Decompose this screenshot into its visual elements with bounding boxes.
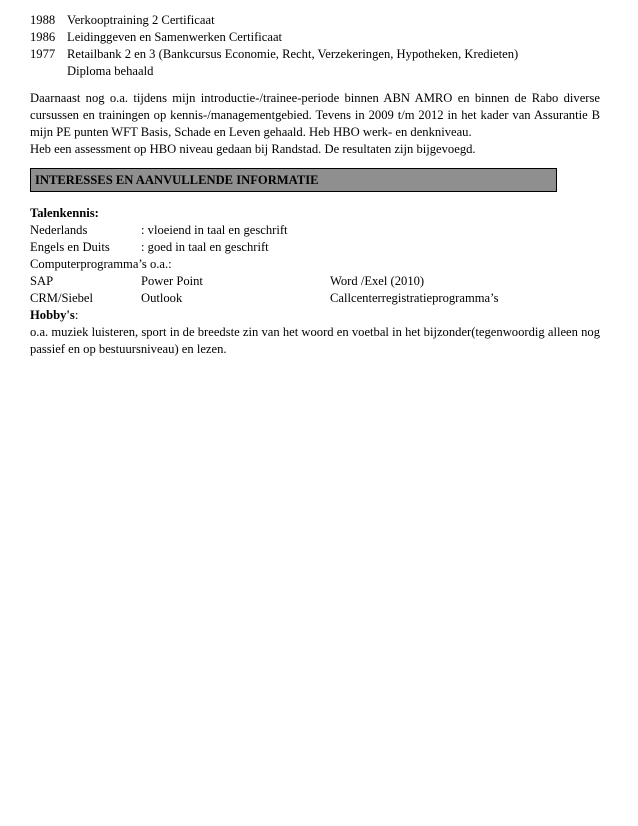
language-name: Nederlands (30, 223, 88, 237)
software-item: SAP (30, 274, 54, 288)
certificate-text: Diploma behaald (67, 64, 154, 78)
document-page (30, 0, 600, 358)
language-level: : goed in taal en geschrift (141, 240, 269, 254)
certificate-year: 1988 (30, 13, 56, 27)
language-level: : vloeiend in taal en geschrift (141, 223, 288, 237)
software-item: Outlook (141, 291, 183, 305)
hobbies-text: o.a. muziek luisteren, sport in de breedste zin van het woord en voetbal in het bijzonder(tegenwoordig alleen nog passief en op bestuursniveau) en lezen. (30, 325, 600, 356)
section-header: INTERESSES EN AANVULLENDE INFORMATIE (30, 168, 557, 192)
software-item: CRM/Siebel (30, 291, 93, 305)
software-item: Power Point (141, 274, 203, 288)
software-item: Callcenterregistratieprogramma’s (330, 291, 499, 305)
training-paragraph: Daarnaast nog o.a. tijdens mijn introductie-/trainee-periode binnen ABN AMRO en binnen de Rabo diverse cursussen en trainingen op kennis-/managementgebied. Tevens in 2009 t/m 2012 in het kader van Assurantie B mijn PE punten WFT Basis, Schade en Leven gehaald. Heb HBO werk- en denkniveau. (30, 91, 600, 139)
certificate-row (30, 12, 600, 29)
language-row (30, 222, 600, 239)
certificate-year: 1977 (30, 47, 56, 61)
software-row (30, 273, 600, 290)
certificate-year: 1986 (30, 30, 56, 44)
language-name: Engels en Duits (30, 240, 110, 254)
hobbies-heading: Hobby's (30, 308, 75, 322)
computer-heading: Computerprogramma’s o.a.: (30, 257, 172, 271)
hobbies-heading-line (30, 307, 600, 324)
language-row (30, 239, 600, 256)
certificate-text: Leidinggeven en Samenwerken Certificaat (67, 30, 283, 44)
assessment-paragraph: Heb een assessment op HBO niveau gedaan bij Randstad. De resultaten zijn bijgevoegd. (30, 142, 476, 156)
certificate-row (30, 63, 600, 80)
certificate-text: Verkooptraining 2 Certificaat (67, 13, 215, 27)
certificate-row (30, 29, 600, 46)
hobbies-colon: : (74, 308, 79, 322)
languages-heading: Talenkennis: (30, 206, 99, 220)
software-row (30, 290, 600, 307)
certificate-row (30, 46, 600, 63)
certificate-text: Retailbank 2 en 3 (Bankcursus Economie, Recht, Verzekeringen, Hypotheken, Kredieten) (67, 47, 519, 61)
software-item: Word /Exel (2010) (330, 274, 425, 288)
